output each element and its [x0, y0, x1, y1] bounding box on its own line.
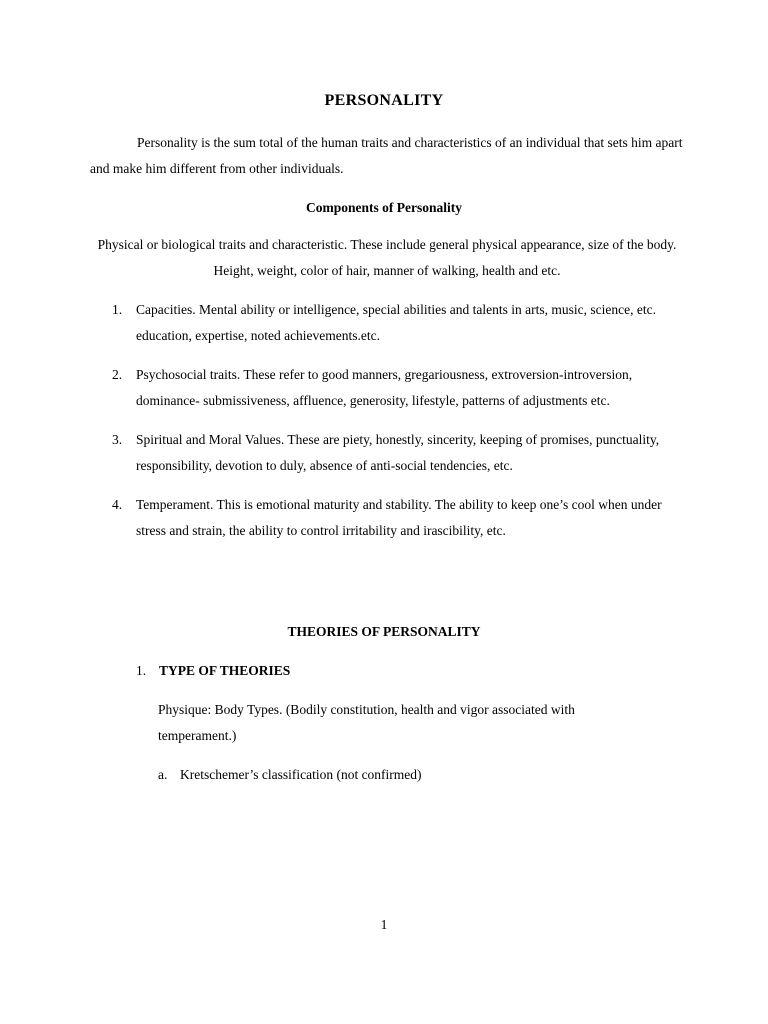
types-number: 1.: [136, 663, 147, 678]
types-heading-text: TYPE OF THEORIES: [159, 663, 291, 678]
types-heading: [136, 658, 290, 684]
list-item-text: Spiritual and Moral Values. These are piety, honestly, sincerity, keeping of promises, punctuality, responsibility, devotion to duly, absence of anti-social tendencies, etc.: [136, 432, 660, 473]
sub-item-a: [158, 762, 422, 788]
list-item: [0, 427, 691, 479]
physique-paragraph: Physique: Body Types. (Bodily constitution, health and vigor associated with temperament.): [158, 702, 575, 743]
components-list: [0, 297, 691, 544]
intro-paragraph: Personality is the sum total of the human traits and characteristics of an individual that sets him apart and make him different from other individuals.: [90, 135, 683, 176]
theories-heading: THEORIES OF PERSONALITY: [287, 624, 481, 639]
document-title: PERSONALITY: [324, 92, 444, 109]
list-item: [0, 492, 691, 544]
list-item: [0, 362, 691, 414]
list-item-number: 4.: [112, 497, 123, 512]
physical-traits-paragraph: Physical or biological traits and characteristic. These include general physical appearance, size of the body. Height, weight, color of hair, manner of walking, health and etc.: [97, 237, 677, 278]
list-item-text: Capacities. Mental ability or intelligence, special abilities and talents in arts, music, science, etc. education, expertise, noted achievements.etc.: [136, 302, 656, 343]
list-item: [0, 297, 691, 349]
list-item-number: 3.: [112, 432, 123, 447]
sub-item-letter: a.: [158, 767, 168, 782]
sub-item-text: Kretschemer’s classification (not confirmed): [180, 767, 422, 782]
list-item-text: Temperament. This is emotional maturity and stability. The ability to keep one’s cool when under stress and strain, the ability to control irritability and irascibility, etc.: [136, 497, 662, 538]
list-item-number: 2.: [112, 367, 123, 382]
page-number: 1: [380, 917, 388, 932]
list-item-number: 1.: [112, 302, 123, 317]
components-heading: Components of Personality: [306, 200, 462, 215]
list-item-text: Psychosocial traits. These refer to good manners, gregariousness, extroversion-introversion, dominance- submissiveness, affluence, generosity, lifestyle, patterns of adjustments etc.: [136, 367, 633, 408]
